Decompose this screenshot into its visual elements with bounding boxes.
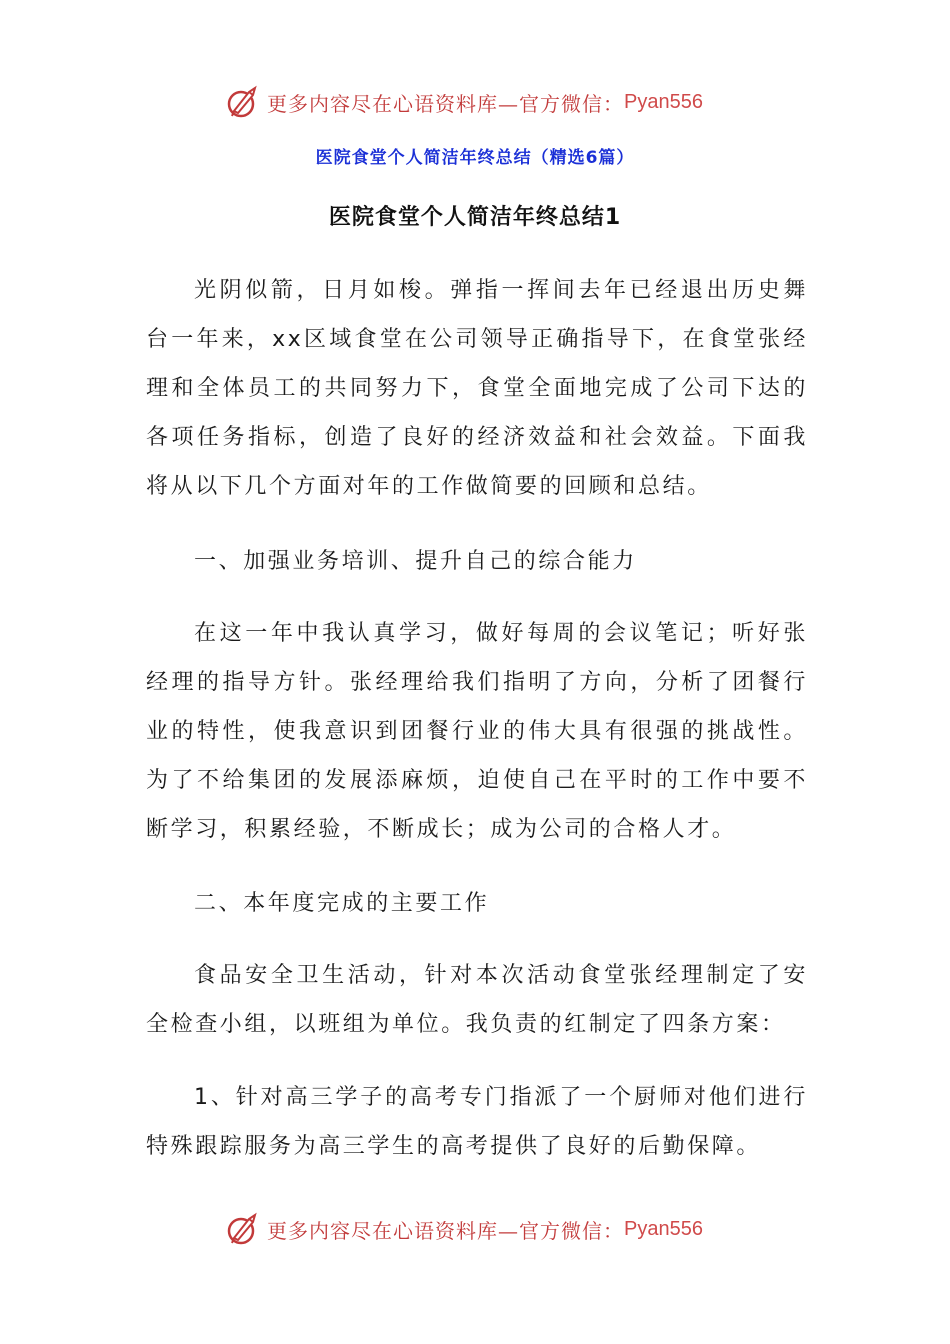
document-title: 医院食堂个人简洁年终总结1 [328,205,622,230]
paragraph-section-1: 在这一年中我认真学习，做好每周的会议笔记；听好张经理的指导方针。张经理给我们指明了方向，分析了团餐行业的特性，使我意识到团餐行业的伟大具有很强的挑战性。为了不给集团的发展添麻烦，迫使自己在平时的工作中要不断学习，积累经验，不断成长；成为公司的合格人才。 [146,621,808,842]
banner-wechat-id: Pyan556 [624,90,703,113]
footer-banner [225,1207,703,1251]
section-heading-2: 二、本年度完成的主要工作 [194,891,490,916]
paragraph-section-2: 食品安全卫生活动，针对本次活动食堂张经理制定了安全检查小组，以班组为单位。我负责的红制定了四条方案： [146,963,808,1037]
document-subtitle: 医院食堂个人简洁年终总结（精选6篇） [315,148,635,168]
section-heading-1: 一、加强业务培训、提升自己的综合能力 [194,549,637,574]
pen-logo-icon [225,84,261,120]
banner-text: 更多内容尽在心语资料库—官方微信： [267,91,624,116]
paragraph-item-1: 1、针对高三学子的高考专门指派了一个厨师对他们进行特殊跟踪服务为高三学生的高考提供了良好的后勤保障。 [146,1085,808,1159]
pen-logo-icon [225,1211,261,1247]
banner-wechat-id: Pyan556 [624,1217,703,1240]
banner-text: 更多内容尽在心语资料库—官方微信： [267,1218,624,1243]
header-banner [225,80,703,124]
paragraph-intro: 光阴似箭，日月如梭。弹指一挥间去年已经退出历史舞台一年来，xx区域食堂在公司领导正确指导下，在食堂张经理和全体员工的共同努力下，食堂全面地完成了公司下达的各项任务指标，创造了良好的经济效益和社会效益。下面我将从以下几个方面对年的工作做简要的回顾和总结。 [146,278,808,499]
